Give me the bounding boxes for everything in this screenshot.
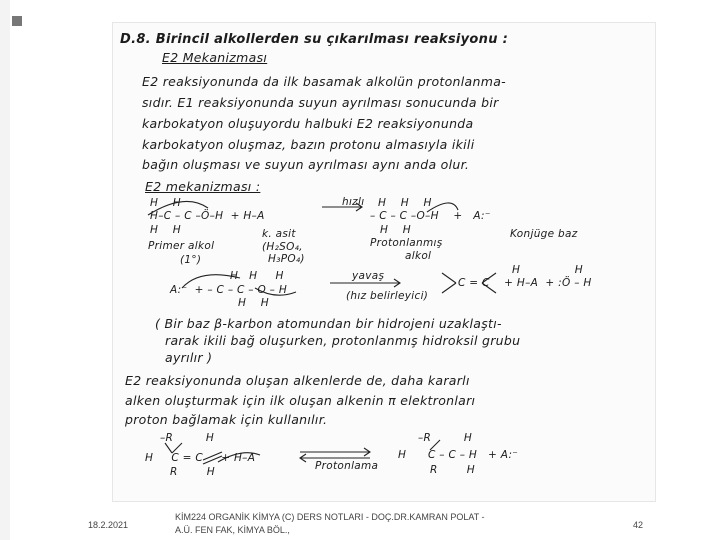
- r3-arrow-label: Protonlama: [315, 460, 379, 472]
- r3-alkene: H C = C + H–A: [145, 452, 256, 464]
- para2-line2: rarak ikili bağ oluşurken, protonlanmış hidroksil grubu: [165, 333, 521, 348]
- para3-line2: alken oluşturmak için ilk oluşan alkenin π elektronları: [125, 393, 476, 408]
- r3-alkene-bottom: R H: [170, 466, 215, 478]
- mechanism-heading: E2 mekanizması :: [145, 179, 261, 194]
- para3-line1: E2 reaksiyonunda oluşan alkenlerde de, daha kararlı: [125, 373, 470, 388]
- r1-primer-note: (1°): [180, 254, 202, 266]
- r2-rds-label: (hız belirleyici): [346, 290, 429, 302]
- para2-line1: ( Bir baz β-karbon atomundan bir hidrojeni uzaklaştı-: [155, 316, 502, 331]
- r1-arrow-label: hızlı: [342, 196, 365, 208]
- note-subtitle: E2 Mekanizması: [162, 50, 268, 65]
- r1-acid-examples: (H₂SO₄,: [262, 241, 303, 253]
- para1-line2: sıdır. E1 reaksiyonunda suyun ayrılması sonucunda bir: [142, 95, 499, 110]
- r1-primary-alcohol-formula-top: H H: [150, 197, 181, 209]
- r3-product-bottom: R H: [430, 464, 475, 476]
- para1-line3: karbokatyon oluşuyordu halbuki E2 reaksiyonunda: [142, 116, 474, 131]
- r3-product: H C – C – H + A:⁻: [398, 449, 519, 461]
- r2-product: C = C + H–A + :Ö – H: [458, 277, 592, 289]
- footer-course-line1: KİM224 ORGANİK KİMYA (C) DERS NOTLARI - DOÇ.DR.KAMRAN POLAT -: [175, 512, 485, 522]
- r2-formula: A:⁻ + – C – C – O – H: [170, 284, 288, 296]
- note-title: D.8. Birincil alkollerden su çıkarılması reaksiyonu :: [120, 32, 509, 47]
- para2-line3: ayrılır ): [165, 350, 213, 365]
- footer-date: 18.2.2021: [88, 520, 129, 530]
- r1-protonated-bottom: H H: [380, 224, 411, 236]
- r3-product-top: –R H: [418, 432, 473, 444]
- para1-line1: E2 reaksiyonunda da ilk basamak alkolün protonlanma-: [142, 74, 506, 89]
- r1-protonated-label: Protonlanmış: [370, 237, 443, 249]
- r1-primary-alcohol-formula-bottom: H H: [150, 224, 181, 236]
- footer-course-line2: A.Ü. FEN FAK, KİMYA BÖL.,: [175, 525, 290, 535]
- r2-bottom: H H: [238, 297, 269, 309]
- para1-line5: bağın oluşması ve suyun ayrılması aynı anda olur.: [142, 157, 470, 172]
- r1-primer-alkol-label: Primer alkol: [148, 240, 215, 252]
- footer-page-number: 42: [633, 520, 644, 530]
- r1-primary-alcohol-formula: H–C – C –Ö–H + H–A: [150, 210, 265, 222]
- r1-conjugate-base-label: Konjüge baz: [510, 228, 578, 240]
- r1-protonated-formula: – C – C –O–H + A:⁻: [370, 210, 491, 222]
- r2-product-top: H H: [512, 264, 583, 276]
- r1-acid-label: k. asit: [262, 228, 296, 240]
- r1-acid-examples-2: H₃PO₄): [268, 253, 305, 265]
- r2-top: H H H: [230, 270, 284, 282]
- r1-protonated-top: H H H: [378, 197, 432, 209]
- para1-line4: karbokatyon oluşmaz, bazın protonu almasıyla ikili: [142, 137, 475, 152]
- para3-line3: proton bağlamak için kullanılır.: [125, 412, 328, 427]
- r2-arrow-label: yavaş: [352, 270, 385, 282]
- r1-protonated-label-2: alkol: [405, 250, 432, 262]
- r3-alkene-top: –R H: [160, 432, 215, 444]
